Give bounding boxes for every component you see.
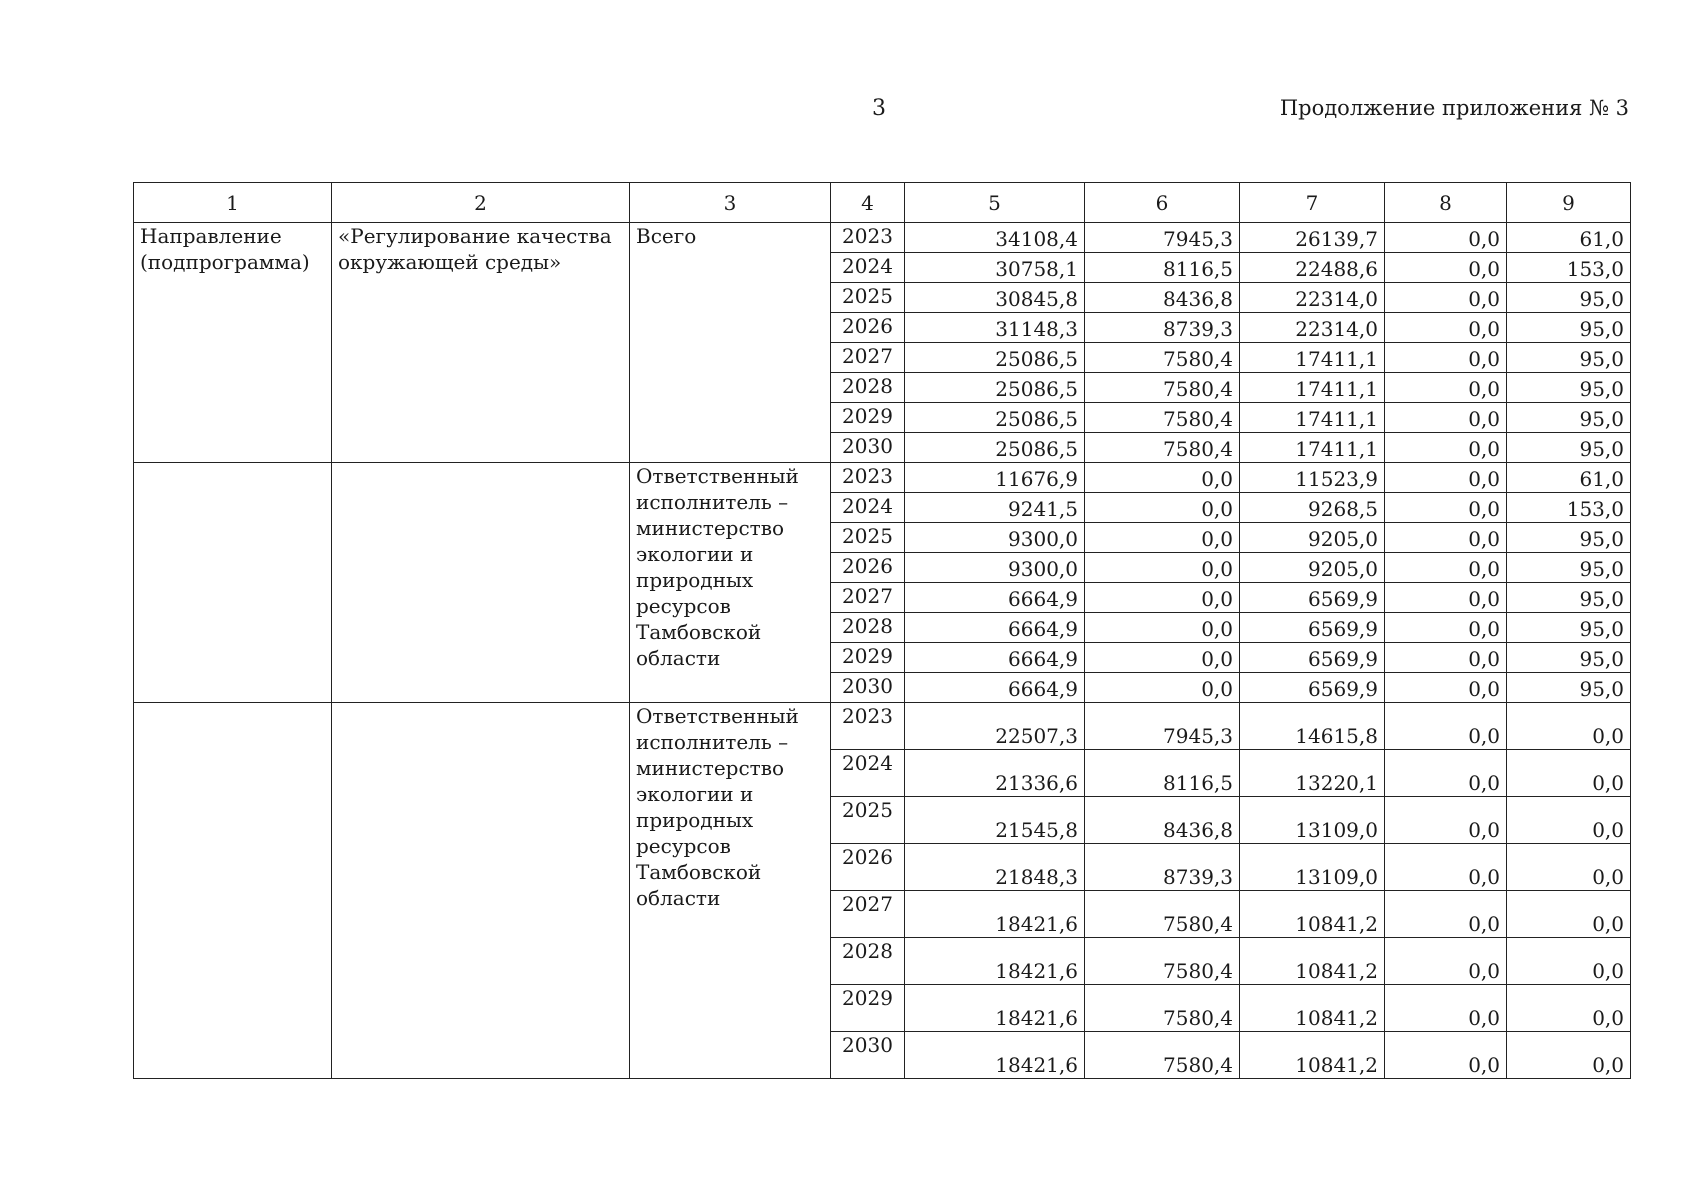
subprogram-name-cell [332, 703, 630, 1079]
value-col-7: 9268,5 [1240, 493, 1385, 523]
executor-cell: Всего [630, 223, 831, 463]
value-col-6: 0,0 [1085, 643, 1240, 673]
value-col-9: 95,0 [1507, 643, 1631, 673]
value-col-8: 0,0 [1385, 313, 1507, 343]
column-number-row [134, 183, 1631, 223]
year-cell: 2024 [831, 253, 905, 283]
value-col-6: 8739,3 [1085, 844, 1240, 891]
value-col-5: 6664,9 [905, 643, 1085, 673]
value-col-5: 6664,9 [905, 583, 1085, 613]
value-col-5: 30758,1 [905, 253, 1085, 283]
year-cell: 2028 [831, 613, 905, 643]
value-col-8: 0,0 [1385, 750, 1507, 797]
year-cell: 2023 [831, 463, 905, 493]
value-col-8: 0,0 [1385, 1032, 1507, 1079]
value-col-9: 0,0 [1507, 891, 1631, 938]
value-col-7: 9205,0 [1240, 523, 1385, 553]
value-col-7: 13109,0 [1240, 797, 1385, 844]
value-col-6: 7580,4 [1085, 433, 1240, 463]
value-col-9: 0,0 [1507, 985, 1631, 1032]
value-col-6: 7580,4 [1085, 373, 1240, 403]
value-col-8: 0,0 [1385, 403, 1507, 433]
column-number: 6 [1085, 183, 1240, 223]
value-col-7: 10841,2 [1240, 985, 1385, 1032]
value-col-5: 18421,6 [905, 938, 1085, 985]
year-cell: 2023 [831, 703, 905, 750]
value-col-8: 0,0 [1385, 891, 1507, 938]
value-col-9: 0,0 [1507, 1032, 1631, 1079]
value-col-9: 153,0 [1507, 253, 1631, 283]
column-number: 4 [831, 183, 905, 223]
value-col-6: 8436,8 [1085, 283, 1240, 313]
value-col-5: 25086,5 [905, 433, 1085, 463]
value-col-8: 0,0 [1385, 985, 1507, 1032]
value-col-9: 95,0 [1507, 283, 1631, 313]
value-col-5: 22507,3 [905, 703, 1085, 750]
value-col-6: 0,0 [1085, 553, 1240, 583]
value-col-5: 6664,9 [905, 613, 1085, 643]
subprogram-name-cell: «Регулирование качества окружающей среды» [332, 223, 630, 463]
direction-cell: Направление (подпрограмма) [134, 223, 332, 463]
value-col-9: 0,0 [1507, 938, 1631, 985]
value-col-7: 10841,2 [1240, 938, 1385, 985]
executor-cell: Ответственный исполнитель – министерство экологии и природных ресурсов Тамбовской области [630, 703, 831, 1079]
value-col-9: 0,0 [1507, 797, 1631, 844]
value-col-6: 0,0 [1085, 463, 1240, 493]
value-col-5: 11676,9 [905, 463, 1085, 493]
value-col-5: 25086,5 [905, 403, 1085, 433]
year-cell: 2024 [831, 750, 905, 797]
value-col-7: 14615,8 [1240, 703, 1385, 750]
year-cell: 2027 [831, 891, 905, 938]
subprogram-name-cell [332, 463, 630, 703]
year-cell: 2030 [831, 433, 905, 463]
value-col-8: 0,0 [1385, 343, 1507, 373]
year-cell: 2023 [831, 223, 905, 253]
value-col-7: 6569,9 [1240, 583, 1385, 613]
value-col-8: 0,0 [1385, 433, 1507, 463]
value-col-8: 0,0 [1385, 583, 1507, 613]
column-number: 1 [134, 183, 332, 223]
value-col-8: 0,0 [1385, 553, 1507, 583]
value-col-7: 17411,1 [1240, 403, 1385, 433]
value-col-5: 18421,6 [905, 1032, 1085, 1079]
value-col-7: 22314,0 [1240, 313, 1385, 343]
value-col-6: 7580,4 [1085, 1032, 1240, 1079]
value-col-6: 0,0 [1085, 583, 1240, 613]
value-col-7: 10841,2 [1240, 891, 1385, 938]
value-col-5: 21545,8 [905, 797, 1085, 844]
direction-cell [134, 463, 332, 703]
direction-cell [134, 703, 332, 1079]
value-col-6: 7945,3 [1085, 703, 1240, 750]
value-col-9: 95,0 [1507, 373, 1631, 403]
table-row [134, 223, 1631, 253]
value-col-5: 34108,4 [905, 223, 1085, 253]
value-col-8: 0,0 [1385, 493, 1507, 523]
value-col-8: 0,0 [1385, 703, 1507, 750]
value-col-5: 9241,5 [905, 493, 1085, 523]
budget-table [133, 182, 1631, 1079]
value-col-8: 0,0 [1385, 283, 1507, 313]
year-cell: 2026 [831, 844, 905, 891]
value-col-9: 95,0 [1507, 433, 1631, 463]
value-col-7: 13220,1 [1240, 750, 1385, 797]
value-col-6: 7945,3 [1085, 223, 1240, 253]
column-number: 5 [905, 183, 1085, 223]
value-col-7: 9205,0 [1240, 553, 1385, 583]
column-number: 8 [1385, 183, 1507, 223]
value-col-9: 153,0 [1507, 493, 1631, 523]
value-col-9: 95,0 [1507, 613, 1631, 643]
value-col-6: 7580,4 [1085, 403, 1240, 433]
table-body [134, 183, 1631, 1079]
value-col-8: 0,0 [1385, 643, 1507, 673]
column-number: 9 [1507, 183, 1631, 223]
value-col-5: 25086,5 [905, 343, 1085, 373]
year-cell: 2025 [831, 283, 905, 313]
value-col-7: 22314,0 [1240, 283, 1385, 313]
value-col-9: 95,0 [1507, 583, 1631, 613]
value-col-8: 0,0 [1385, 613, 1507, 643]
value-col-5: 31148,3 [905, 313, 1085, 343]
column-number: 2 [332, 183, 630, 223]
year-cell: 2027 [831, 343, 905, 373]
value-col-8: 0,0 [1385, 373, 1507, 403]
value-col-8: 0,0 [1385, 673, 1507, 703]
executor-cell: Ответственный исполнитель – министерство экологии и природных ресурсов Тамбовской области [630, 463, 831, 703]
appendix-continuation-note: Продолжение приложения № 3 [1279, 96, 1629, 120]
value-col-9: 95,0 [1507, 403, 1631, 433]
year-cell: 2027 [831, 583, 905, 613]
value-col-6: 7580,4 [1085, 985, 1240, 1032]
year-cell: 2030 [831, 673, 905, 703]
value-col-6: 8116,5 [1085, 750, 1240, 797]
value-col-8: 0,0 [1385, 523, 1507, 553]
page-number: 3 [872, 96, 886, 121]
value-col-7: 6569,9 [1240, 613, 1385, 643]
year-cell: 2026 [831, 553, 905, 583]
value-col-9: 61,0 [1507, 223, 1631, 253]
value-col-8: 0,0 [1385, 253, 1507, 283]
value-col-7: 17411,1 [1240, 373, 1385, 403]
value-col-9: 61,0 [1507, 463, 1631, 493]
value-col-7: 17411,1 [1240, 343, 1385, 373]
value-col-7: 22488,6 [1240, 253, 1385, 283]
value-col-7: 17411,1 [1240, 433, 1385, 463]
value-col-6: 7580,4 [1085, 343, 1240, 373]
value-col-7: 6569,9 [1240, 643, 1385, 673]
table-row [134, 463, 1631, 493]
value-col-7: 13109,0 [1240, 844, 1385, 891]
year-cell: 2029 [831, 403, 905, 433]
year-cell: 2025 [831, 797, 905, 844]
value-col-7: 6569,9 [1240, 673, 1385, 703]
value-col-6: 8436,8 [1085, 797, 1240, 844]
value-col-5: 9300,0 [905, 553, 1085, 583]
value-col-5: 18421,6 [905, 985, 1085, 1032]
value-col-8: 0,0 [1385, 797, 1507, 844]
value-col-9: 95,0 [1507, 343, 1631, 373]
value-col-9: 95,0 [1507, 673, 1631, 703]
value-col-6: 7580,4 [1085, 938, 1240, 985]
value-col-8: 0,0 [1385, 223, 1507, 253]
value-col-9: 95,0 [1507, 313, 1631, 343]
year-cell: 2026 [831, 313, 905, 343]
value-col-5: 6664,9 [905, 673, 1085, 703]
table-row [134, 703, 1631, 750]
value-col-6: 0,0 [1085, 523, 1240, 553]
value-col-5: 18421,6 [905, 891, 1085, 938]
value-col-7: 11523,9 [1240, 463, 1385, 493]
value-col-9: 95,0 [1507, 523, 1631, 553]
value-col-5: 21848,3 [905, 844, 1085, 891]
year-cell: 2029 [831, 985, 905, 1032]
year-cell: 2028 [831, 373, 905, 403]
column-number: 3 [630, 183, 831, 223]
value-col-9: 0,0 [1507, 750, 1631, 797]
value-col-6: 0,0 [1085, 613, 1240, 643]
value-col-8: 0,0 [1385, 844, 1507, 891]
value-col-6: 8739,3 [1085, 313, 1240, 343]
year-cell: 2025 [831, 523, 905, 553]
value-col-5: 21336,6 [905, 750, 1085, 797]
year-cell: 2029 [831, 643, 905, 673]
value-col-7: 10841,2 [1240, 1032, 1385, 1079]
value-col-9: 95,0 [1507, 553, 1631, 583]
value-col-6: 7580,4 [1085, 891, 1240, 938]
value-col-6: 8116,5 [1085, 253, 1240, 283]
value-col-7: 26139,7 [1240, 223, 1385, 253]
value-col-8: 0,0 [1385, 938, 1507, 985]
year-cell: 2028 [831, 938, 905, 985]
year-cell: 2030 [831, 1032, 905, 1079]
column-number: 7 [1240, 183, 1385, 223]
value-col-5: 30845,8 [905, 283, 1085, 313]
value-col-5: 25086,5 [905, 373, 1085, 403]
value-col-8: 0,0 [1385, 463, 1507, 493]
value-col-9: 0,0 [1507, 844, 1631, 891]
value-col-9: 0,0 [1507, 703, 1631, 750]
value-col-5: 9300,0 [905, 523, 1085, 553]
year-cell: 2024 [831, 493, 905, 523]
value-col-6: 0,0 [1085, 493, 1240, 523]
value-col-6: 0,0 [1085, 673, 1240, 703]
